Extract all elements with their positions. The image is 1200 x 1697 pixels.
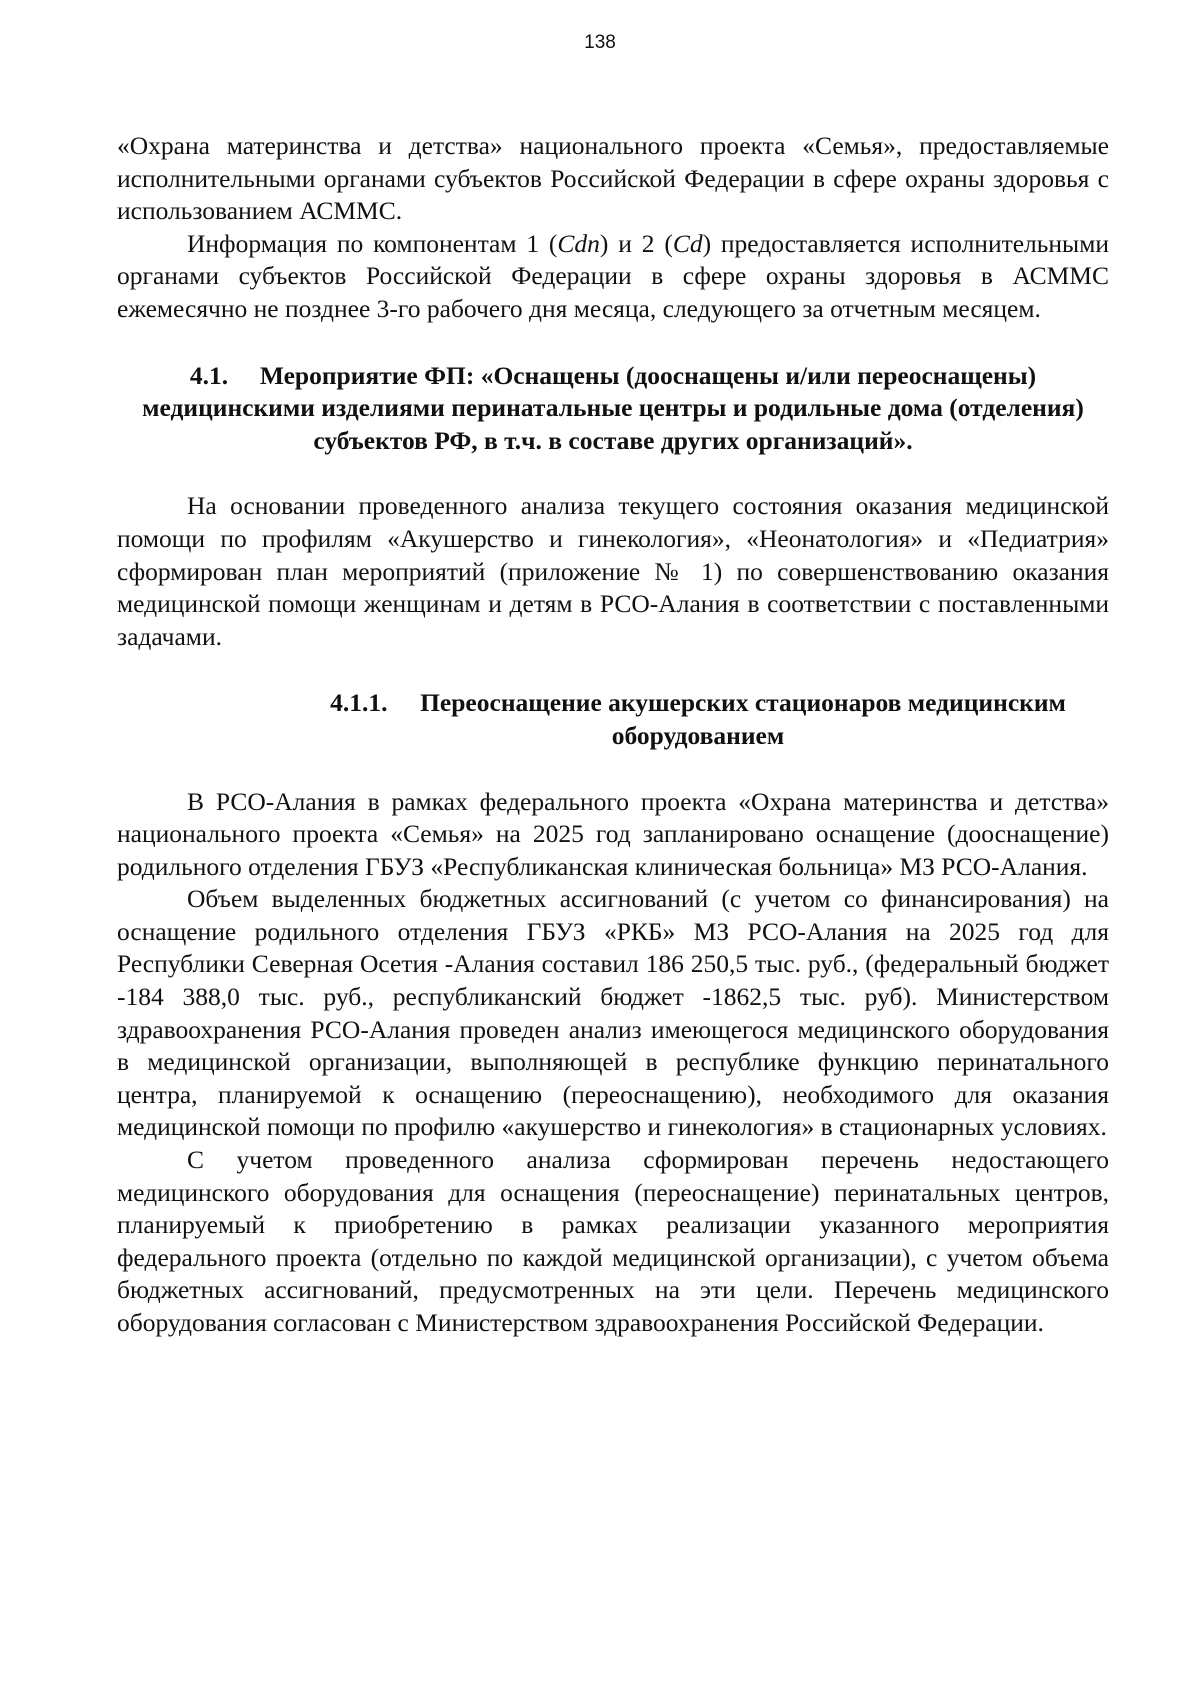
subsection-title: Переоснащение акушерских стационаров медицинским оборудованием: [420, 688, 1066, 750]
paragraph-2-part-a: Информация по компонентам 1 (: [187, 228, 558, 258]
document-body: [117, 130, 1109, 1340]
paragraph-1: «Охрана материнства и детства» национального проекта «Семья», предоставляемые исполнительными органами субъектов Российской Федерации в сфере охраны здоровья с использованием АСММС.: [117, 131, 1109, 226]
subsection-number: 4.1.1.: [330, 688, 388, 718]
paragraph-3: На основании проведенного анализа текущего состояния оказания медицинской помощи по профилям «Акушерство и гинекология», «Неонатология» и «Педиатрия» сформирован план мероприятий (приложение № 1) по совершенствованию оказания медицинской помощи женщинам и детям в РСО-Алания в соответствии с поставленными задачами.: [117, 491, 1109, 651]
component-cd: Cd: [672, 228, 703, 258]
component-cdn: Cdn: [557, 228, 600, 258]
subsection-heading-4-1-1: [117, 687, 1109, 752]
section-heading-4-1: [117, 360, 1109, 458]
paragraph-4: В РСО-Алания в рамках федерального проекта «Охрана материнства и детства» национального проекта «Семья» на 2025 год запланировано оснащение (дооснащение) родильного отделения ГБУЗ «Республиканская клиническая больница» МЗ РСО-Алания.: [117, 786, 1109, 881]
paragraph-6: С учетом проведенного анализа сформирован перечень недостающего медицинского оборудования для оснащения (переоснащение) перинатальных центров, планируемый к приобретению в рамках реализации указанного мероприятия федерального проекта (отдельно по каждой медицинской организации), с учетом объема бюджетных ассигнований, предусмотренных на эти цели. Перечень медицинского оборудования согласован с Министерством здравоохранения Российской Федерации.: [117, 1145, 1109, 1337]
paragraph-2: [117, 228, 1109, 326]
paragraph-2-part-c: ) предоставляется исполнительными органами субъектов Российской Федерации в сфере охраны здоровья в АСММС ежемесячно не позднее 3-го рабочего дня месяца, следующего за отчетным месяцем.: [117, 228, 1109, 323]
paragraph-5: Объем выделенных бюджетных ассигнований (с учетом со финансирования) на оснащение родильного отделения ГБУЗ «РКБ» МЗ РСО-Алания на 2025 год для Республики Северная Осетия -Алания составил 186 250,5 тыс. руб., (федеральный бюджет -184 388,0 тыс. руб., республиканский бюджет -1862,5 тыс. руб). Министерством здравоохранения РСО-Алания проведен анализ имеющегося медицинского оборудования в медицинской организации, выполняющей в республике функцию перинатального центра, планируемой к оснащению (переоснащению), необходимого для оказания медицинской помощи по профилю «акушерство и гинекология» в стационарных условиях.: [117, 884, 1109, 1142]
section-title: Мероприятие ФП: «Оснащены (дооснащены и/или переоснащены) медицинскими изделиями перинатальные центры и родильные дома (отделения) субъектов РФ, в т.ч. в составе других организаций».: [142, 360, 1084, 455]
page-number: 138: [584, 32, 616, 53]
paragraph-2-part-b: ) и 2 (: [599, 228, 673, 258]
section-number: 4.1.: [189, 360, 229, 390]
